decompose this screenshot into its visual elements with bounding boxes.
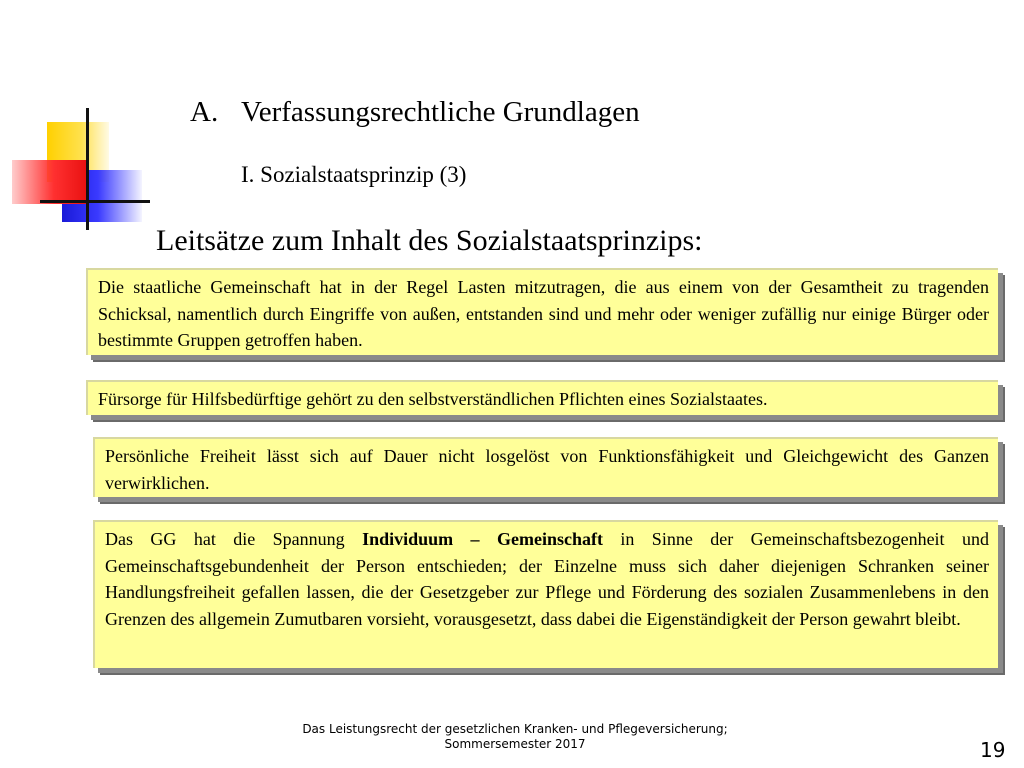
logo-vertical-line <box>86 108 89 230</box>
heading-letter: A. <box>190 96 219 128</box>
principle-box-2: Fürsorge für Hilfsbedürftige gehört zu den selbstverständlichen Pflichten eines Sozialstaates. <box>86 380 998 415</box>
logo-red-square <box>12 160 88 204</box>
principle-box-3: Persönliche Freiheit lässt sich auf Dauer nicht losgelöst von Funktionsfähigkeit und Gleichgewicht des Ganzen verwirklichen. <box>93 437 998 497</box>
box4-text-after: in Sinne der Gemeinschaftsbezogenheit und Gemeinschaftsgebundenheit der Person entschieden; der Einzelne muss sich daher diejenigen Schranken seiner Handlungsfreiheit gefallen lassen, die der Gesetzgeber zur Pflege und Förderung des sozialen Zusammenlebens in den Grenzen des allgemein Zumutbaren vorsieht, vorausgesetzt, dass dabei die Eigenständigkeit der Person gewahrt bleibt. <box>105 529 989 629</box>
page-number: 19 <box>980 738 1006 762</box>
principle-box-1: Die staatliche Gemeinschaft hat in der Regel Lasten mitzutragen, die aus einem von der Gesamtheit zu tragenden Schicksal, namentlich durch Eingriffe von außen, entstanden sind und mehr oder weniger zufällig nur einige Bürger oder bestimmte Gruppen getroffen haben. <box>86 268 998 355</box>
footer-line-2: Sommersemester 2017 <box>444 737 586 751</box>
slide-heading <box>190 94 640 130</box>
slide-subheading: I. Sozialstaatsprinzip (3) <box>241 162 467 187</box>
footer-line-1: Das Leistungsrecht der gesetzlichen Kranken- und Pflegeversicherung; <box>302 722 728 736</box>
box4-text-before: Das GG hat die Spannung <box>105 529 363 549</box>
logo-horizontal-line <box>40 200 150 203</box>
box4-bold-individuum: Individuum <box>362 529 454 549</box>
slide-footer <box>300 722 730 752</box>
box4-bold-gemeinschaft: Gemeinschaft <box>496 529 603 549</box>
slide-logo <box>0 0 160 240</box>
box4-dash: – <box>453 529 497 549</box>
heading-text: Verfassungsrechtliche Grundlagen <box>241 96 640 128</box>
section-title: Leitsätze zum Inhalt des Sozialstaatsprinzips: <box>156 224 703 257</box>
principle-box-4 <box>93 520 998 668</box>
